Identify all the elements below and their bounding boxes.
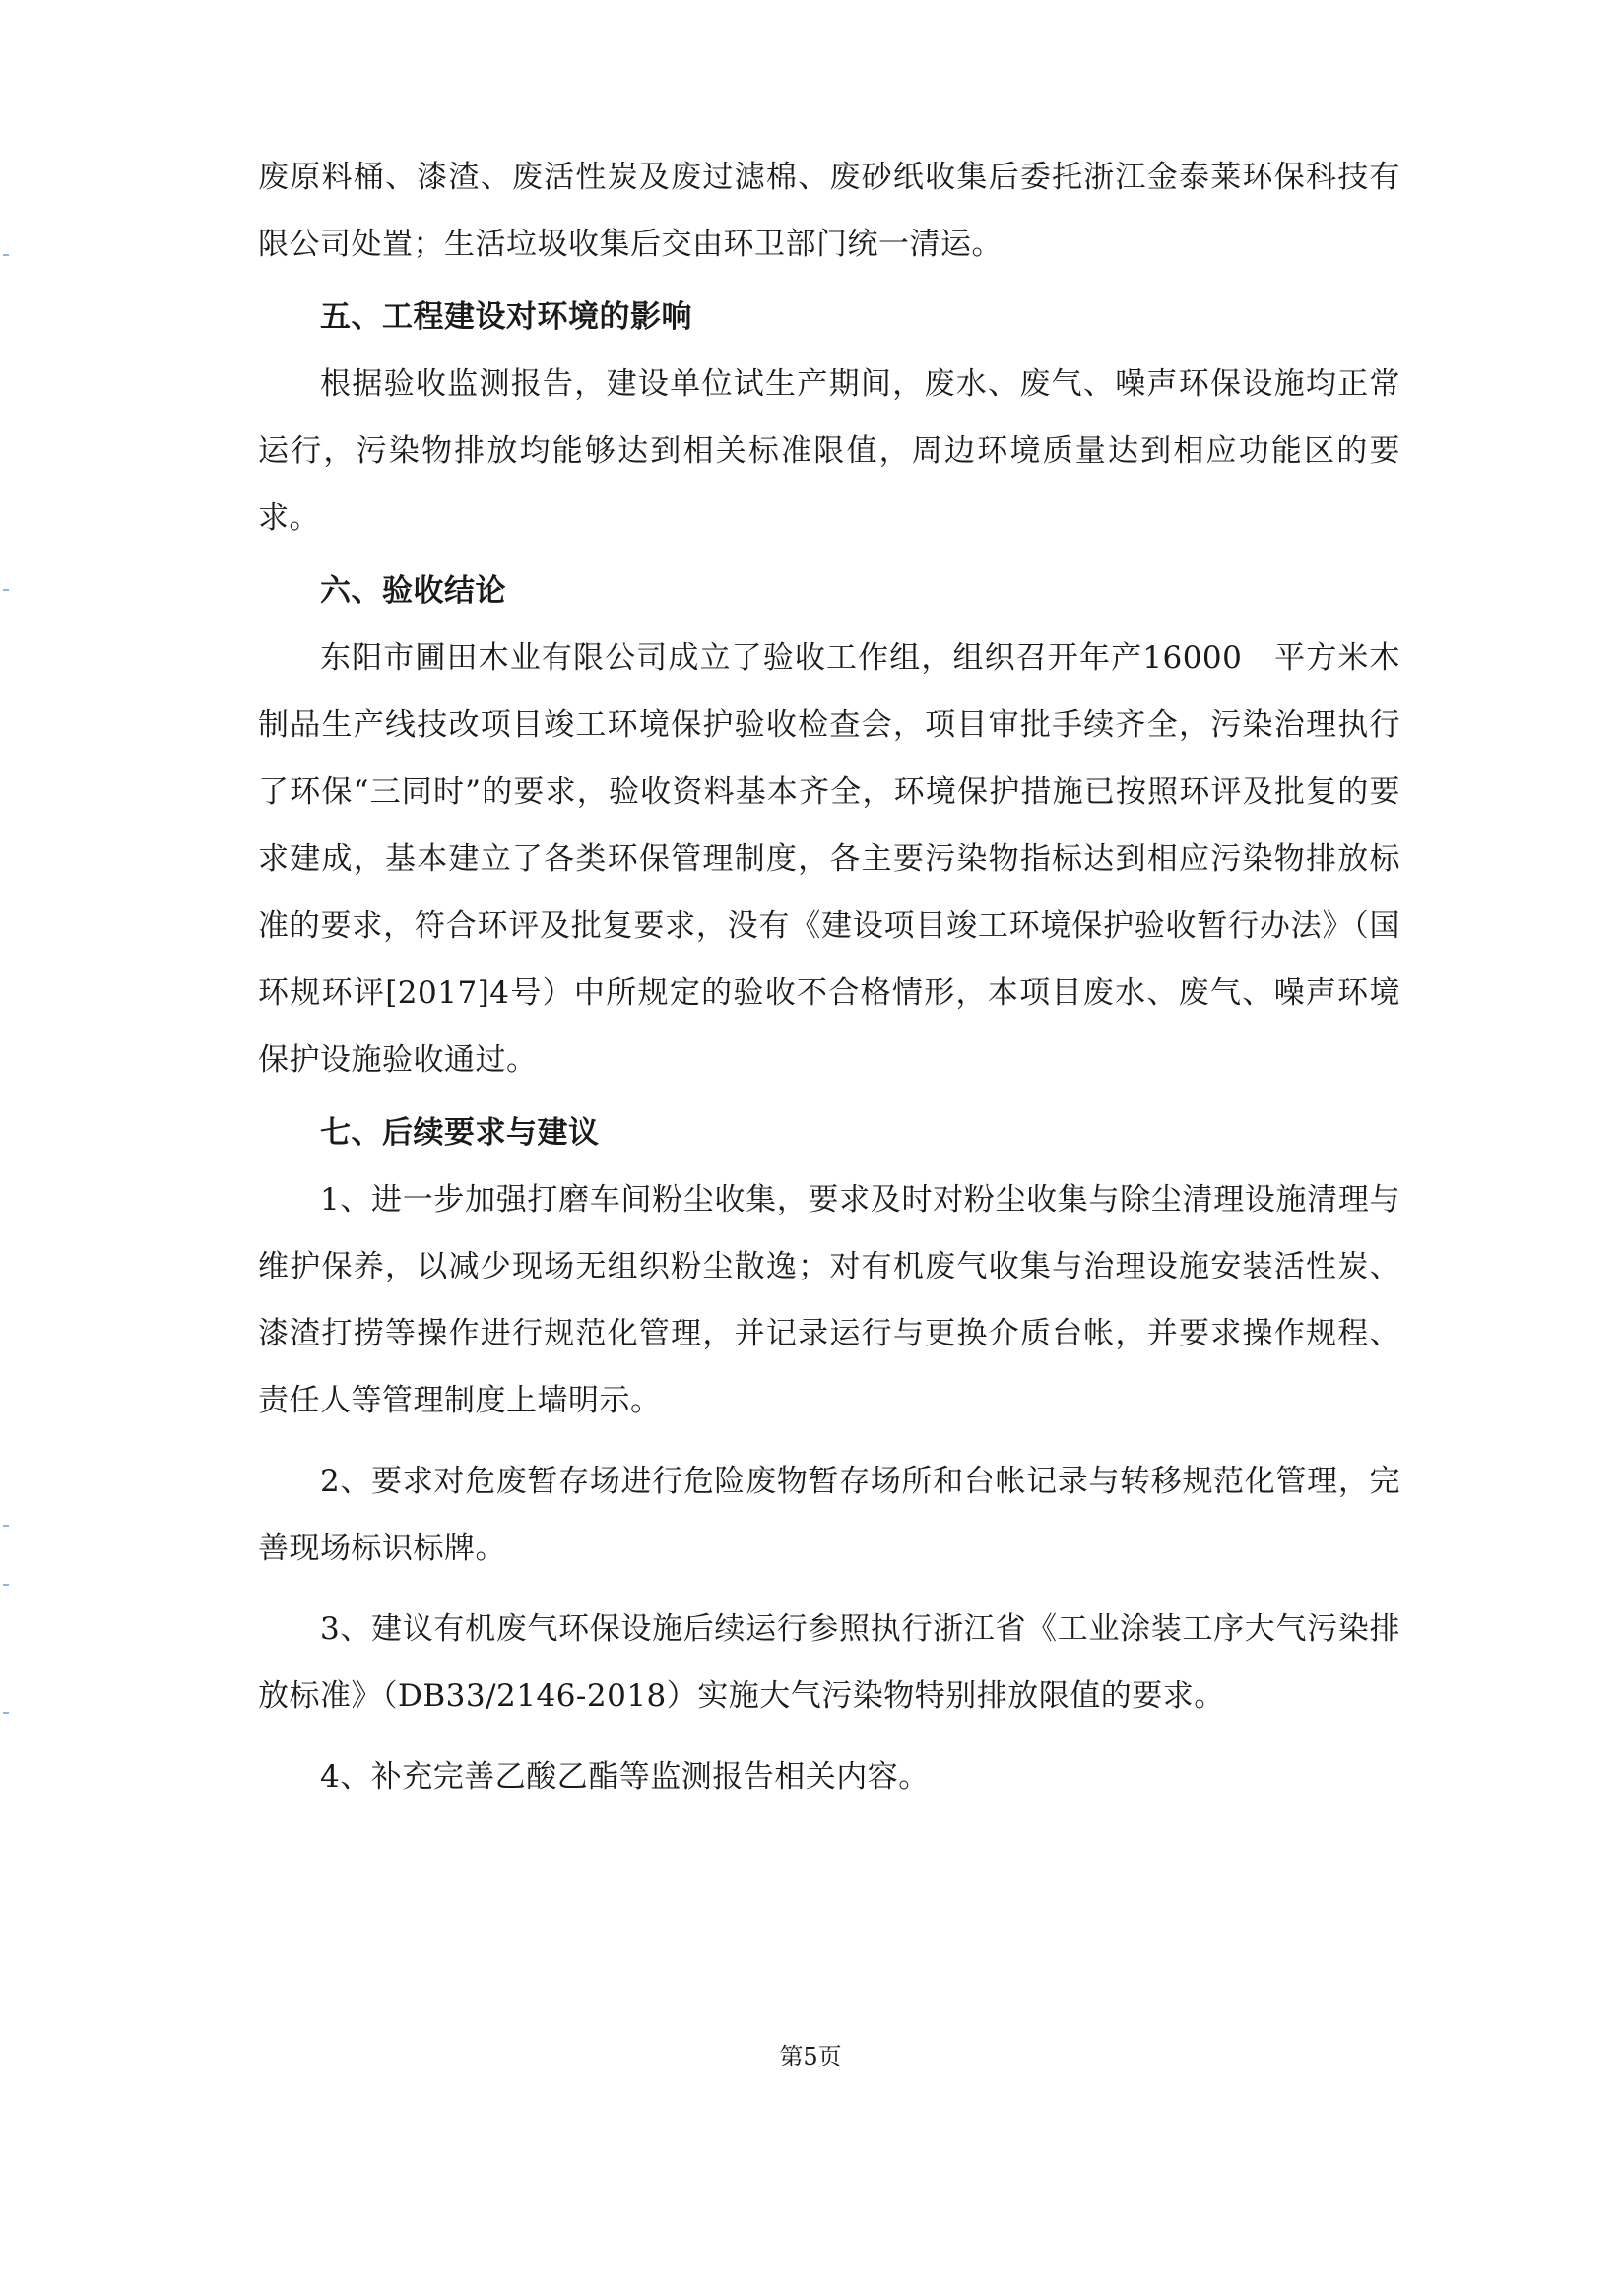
section-heading-follow-up: 七、后续要求与建议	[320, 1115, 600, 1150]
section-heading-acceptance-conclusion: 六、验收结论	[320, 573, 506, 609]
list-item: 2、要求对危废暂存场进行危险废物暂存场所和台帐记录与转移规范化管理，完善现场标识标牌。	[258, 1464, 1400, 1566]
margin-mark	[3, 1525, 9, 1527]
list-item: 4、补充完善乙酸乙酯等监测报告相关内容。	[320, 1759, 930, 1795]
list-item: 3、建议有机废气环保设施后续运行参照执行浙江省《工业涂装工序大气污染排放标准》（DB33/2146-2018）实施大气污染物特别排放限值的要求。	[258, 1611, 1400, 1714]
margin-mark	[3, 589, 9, 591]
margin-mark	[3, 254, 9, 256]
section-heading-environmental-impact: 五、工程建设对环境的影响	[320, 299, 692, 335]
list-item: 1、进一步加强打磨车间粉尘收集，要求及时对粉尘收集与除尘清理设施清理与维护保养，以减少现场无组织粉尘散逸；对有机废气收集与治理设施安装活性炭、漆渣打捞等操作进行规范化管理，并记录运行与更换介质台帐，并要求操作规程、责任人等管理制度上墙明示。	[258, 1182, 1400, 1418]
margin-mark	[3, 1712, 9, 1714]
page-number: 第5页	[779, 2043, 842, 2070]
paragraph-environmental-impact: 根据验收监测报告，建设单位试生产期间，废水、废气、噪声环保设施均正常运行，污染物排放均能够达到相关标准限值，周边环境质量达到相应功能区的要求。	[258, 366, 1400, 536]
margin-mark	[3, 1584, 9, 1586]
document-body	[258, 144, 1400, 1810]
paragraph-waste-disposal: 废原料桶、漆渣、废活性炭及废过滤棉、废砂纸收集后委托浙江金泰莱环保科技有限公司处置；生活垃圾收集后交由环卫部门统一清运。	[258, 160, 1400, 262]
paragraph-acceptance-conclusion: 东阳市圃田木业有限公司成立了验收工作组，组织召开年产16000 平方米木制品生产线技改项目竣工环境保护验收检查会，项目审批手续齐全，污染治理执行了环保“三同时”的要求，验收资料基本齐全，环境保护措施已按照环评及批复的要求建成，基本建立了各类环保管理制度，各主要污染物指标达到相应污染物排放标准的要求，符合环评及批复要求，没有《建设项目竣工环境保护验收暂行办法》（国环规环评[2017]4号）中所规定的验收不合格情形，本项目废水、废气、噪声环境保护设施验收通过。	[258, 640, 1400, 1078]
